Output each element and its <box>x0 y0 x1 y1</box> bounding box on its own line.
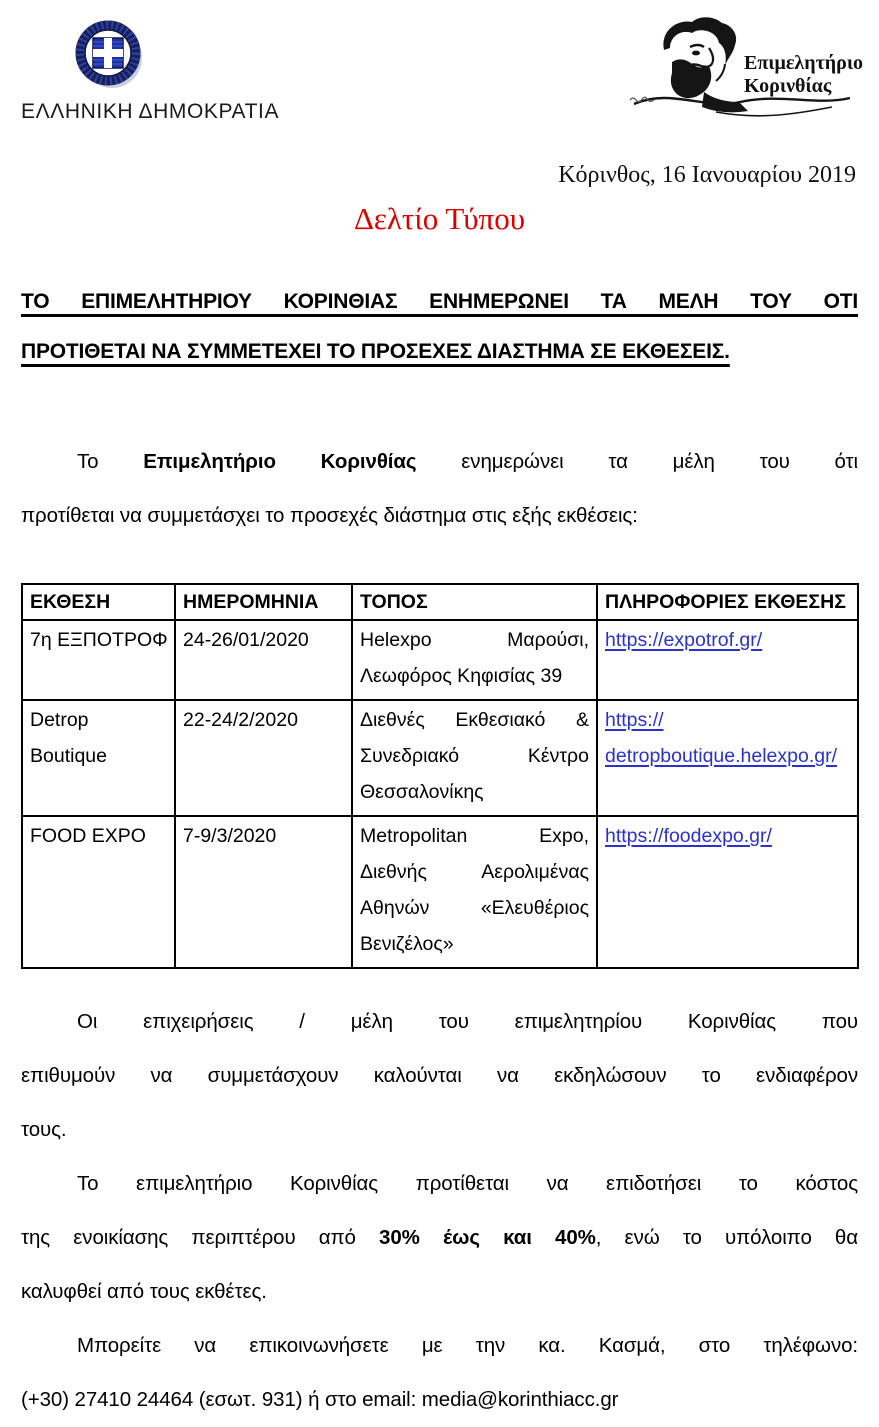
intro-line1-bold: Επιμελητήριο Κορινθίας <box>143 450 417 473</box>
cell-info-link <box>597 816 858 968</box>
exhibition-name: Boutique <box>30 745 107 767</box>
exhibition-date: 24-26/01/2020 <box>183 629 309 651</box>
cell-exhibition <box>22 620 175 700</box>
place-line: Helexpo Μαρούσι, <box>360 629 589 651</box>
cell-place <box>352 620 597 700</box>
exhibition-name: Detrop <box>30 709 89 731</box>
interest-line3: τους. <box>21 1118 67 1141</box>
place-line: Συνεδριακό Κέντρο <box>360 745 589 767</box>
table-row-expotrof <box>22 620 858 700</box>
announcement-heading-line2: ΠΡΟΤΙΘΕΤΑΙ ΝΑ ΣΥΜΜΕΤΕΧΕΙ ΤΟ ΠΡΟΣΕΧΕΣ ΔΙΑΣΤΗΜΑ ΣΕ ΕΚΘΕΣΕΙΣ. <box>21 340 730 363</box>
cell-place <box>352 700 597 816</box>
intro-line1-pre: Το <box>77 450 144 473</box>
exhibition-name: FOOD EXPO <box>30 825 146 847</box>
document-header <box>21 0 864 148</box>
place-line: Αθηνών «Ελευθέριος <box>360 897 589 919</box>
place-line: Metropolitan Expo, <box>360 825 589 847</box>
subsidy-line1: Το επιμελητήριο Κορινθίας προτίθεται να επιδοτήσει το κόστος <box>77 1172 858 1195</box>
announcement-heading <box>21 277 858 377</box>
exhibition-date: 22-24/2/2020 <box>183 709 298 731</box>
subsidy-line2 <box>21 1211 858 1265</box>
col-header-info: ΠΛΗΡΟΦΟΡΙΕΣ ΕΚΘΕΣΗΣ <box>597 584 858 620</box>
exhibition-link[interactable]: detropboutique.helexpo.gr/ <box>605 745 838 767</box>
exhibition-link[interactable]: https://foodexpo.gr/ <box>605 825 772 847</box>
chamber-logo-text <box>744 52 863 98</box>
page-title: Δελτίο Τύπου <box>353 201 526 236</box>
exhibition-date: 7-9/3/2020 <box>183 825 277 847</box>
table-header-row <box>22 584 858 620</box>
chamber-logo <box>620 12 864 130</box>
place-line: Διεθνές Εκθεσιακό & <box>360 709 589 731</box>
contact-line2: (+30) 27410 24464 (εσωτ. 931) ή στο email: media@korinthiacc.gr <box>21 1388 619 1411</box>
republic-label: ΕΛΛΗΝΙΚΗ ΔΗΜΟΚΡΑΤΙΑ <box>21 100 280 123</box>
subsidy-paragraph <box>21 1157 858 1319</box>
exhibition-name: 7η ΕΞΠΟΤΡΟΦ <box>30 629 168 651</box>
contact-paragraph <box>21 1319 858 1427</box>
cell-exhibition <box>22 816 175 968</box>
cell-date <box>175 816 352 968</box>
greek-coat-of-arms-icon <box>74 13 144 95</box>
cell-place <box>352 816 597 968</box>
interest-paragraph <box>21 995 858 1157</box>
intro-line1-post: ενημερώνει τα μέλη του ότι <box>416 450 858 473</box>
cell-date <box>175 700 352 816</box>
exhibition-link[interactable]: https://expotrof.gr/ <box>605 629 763 651</box>
interest-line2: επιθυμούν να συμμετάσχουν καλούνται να εκδηλώσουν το ενδιαφέρον <box>21 1064 858 1087</box>
announcement-heading-line1: ΤΟ ΕΠΙΜΕΛΗΤΗΡΙΟΥ ΚΟΡΙΝΘΙΑΣ ΕΝΗΜΕΡΩΝΕΙ ΤΑ ΜΕΛΗ ΤΟΥ ΟΤΙ <box>21 290 858 313</box>
table-row-detrop <box>22 700 858 816</box>
exhibitions-table <box>21 583 859 969</box>
place-line: Θεσσαλονίκης <box>360 781 484 803</box>
subsidy-line3: καλυφθεί από τους εκθέτες. <box>21 1280 267 1303</box>
cell-date <box>175 620 352 700</box>
cell-info-link <box>597 620 858 700</box>
chamber-name-line2: Κορινθίας <box>744 75 832 97</box>
place-line: Βενιζέλος» <box>360 933 454 955</box>
interest-line1: Οι επιχειρήσεις / μέλη του επιμελητηρίου Κορινθίας που <box>77 1010 858 1033</box>
dateline: Κόρινθος, 16 Ιανουαρίου 2019 <box>558 162 856 188</box>
intro-line2: προτίθεται να συμμετάσχει το προσεχές διάστημα στις εξής εκθέσεις: <box>21 504 638 527</box>
subsidy-line2-post: , ενώ το υπόλοιπο θα <box>595 1226 858 1249</box>
subsidy-line2-pre: της ενοικίασης περιπτέρου από <box>21 1226 380 1249</box>
col-header-exhibition: ΕΚΘΕΣΗ <box>22 584 175 620</box>
place-line: Διεθνής Αερολιμένας <box>360 861 589 883</box>
subsidy-percentage: 30% έως και 40% <box>379 1226 596 1249</box>
exhibition-link[interactable]: https:// <box>605 709 664 731</box>
col-header-date: ΗΜΕΡΟΜΗΝΙΑ <box>175 584 352 620</box>
cell-info-link <box>597 700 858 816</box>
intro-paragraph <box>21 435 858 543</box>
cell-exhibition <box>22 700 175 816</box>
table-row-foodexpo <box>22 816 858 968</box>
chamber-name-line1: Επιμελητήριο <box>744 52 864 74</box>
col-header-place: ΤΟΠΟΣ <box>352 584 597 620</box>
place-line: Λεωφόρος Κηφισίας 39 <box>360 665 563 687</box>
intro-line1 <box>21 435 858 489</box>
contact-line1: Μπορείτε να επικοινωνήσετε με την κα. Κασμά, στο τηλέφωνο: <box>77 1334 858 1357</box>
